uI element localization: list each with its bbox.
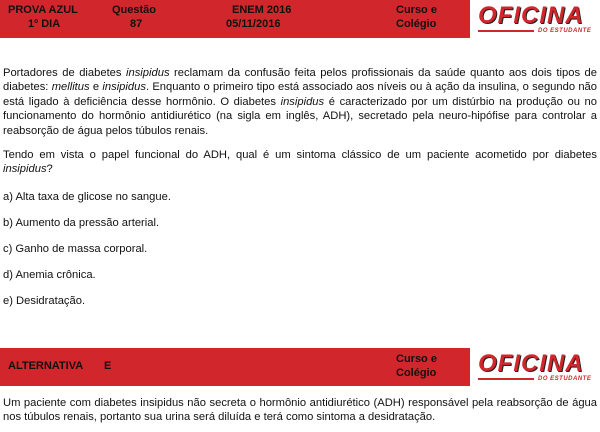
answer-oficina-logo: OFICINA	[478, 350, 584, 377]
option-e: e) Desidratação.	[3, 295, 86, 307]
answer-explanation: Um paciente com diabetes insipidus não secreta o hormônio antidiurético (ADH) responsável pela reabsorção de água nos túbulos renais, portanto sua urina será diluída e terá como sintoma a desidratação.	[3, 397, 597, 424]
option-c: c) Ganho de massa corporal.	[3, 243, 148, 255]
prova-label: PROVA AZUL	[8, 4, 78, 16]
questao-number: 87	[130, 18, 143, 30]
answer-letter: E	[104, 360, 112, 372]
option-d: d) Anemia crônica.	[3, 269, 96, 281]
curso-line2: Colégio	[396, 18, 437, 30]
dia-label: 1º DIA	[28, 18, 61, 30]
curso-line1: Curso e	[396, 4, 437, 16]
question-paragraph-2: Tendo em vista o papel funcional do ADH, qual é um sintoma clássico de um paciente acometido por diabetes insipidus?	[3, 149, 597, 176]
alternativa-label: ALTERNATIVA	[8, 360, 84, 372]
answer-logo-underline	[478, 378, 534, 380]
answer-curso-line2: Colégio	[396, 367, 437, 379]
logo-subtitle: DO ESTUDANTE	[538, 28, 592, 34]
questao-label: Questão	[112, 4, 157, 16]
logo-underline	[478, 30, 534, 32]
header-band	[0, 0, 600, 38]
answer-logo-subtitle: DO ESTUDANTE	[538, 376, 592, 382]
answer-logo-box	[470, 348, 600, 386]
answer-curso-line1: Curso e	[396, 353, 437, 365]
option-b: b) Aumento da pressão arterial.	[3, 217, 160, 229]
question-paragraph-1: Portadores de diabetes insipidus reclamam da confusão feita pelos profissionais da saúde quanto aos dois tipos de diabetes: mellitus e insipidus. Enquanto o primeiro tipo está associado aos níveis ou à ação da insulina, o segundo não está ligado à deficiência desse hormônio. O diabetes insipidus é caracterizado por um distúrbio na produção ou no funcionamento do hormônio antidiurético (na sigla em inglês, ADH), secretado pela neuro-hipófise para controlar a reabsorção de água pelos túbulos renais.	[3, 67, 597, 137]
oficina-logo: OFICINA	[478, 2, 584, 29]
answer-band	[0, 348, 600, 386]
exam-date: 05/11/2016	[226, 18, 281, 30]
exam-label: ENEM 2016	[232, 4, 292, 16]
option-a: a) Alta taxa de glicose no sangue.	[3, 191, 171, 203]
logo-box	[470, 0, 600, 38]
